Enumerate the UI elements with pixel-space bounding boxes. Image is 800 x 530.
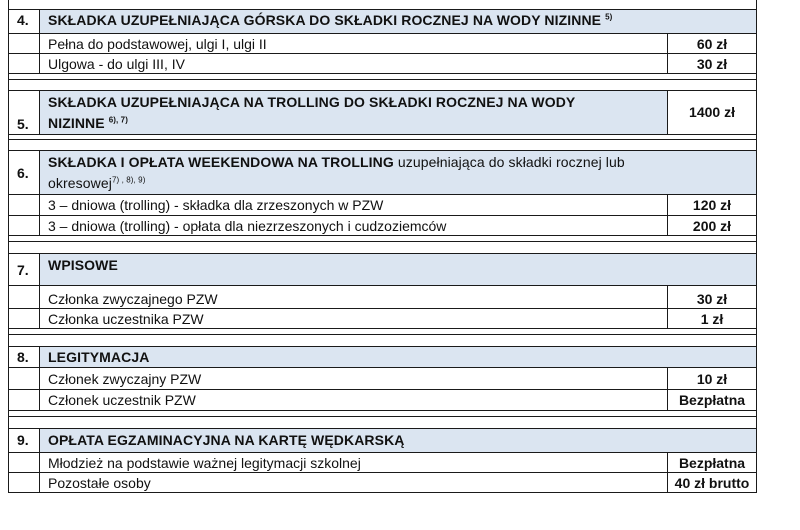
section-9-row-1-price: Bezpłatna <box>678 455 746 471</box>
section-9-title: OPŁATA EGZAMINACYJNA NA KARTĘ WĘDKARSKĄ <box>48 432 405 448</box>
section-8-number: 8. <box>17 349 29 365</box>
section-5-number: 5. <box>17 116 29 132</box>
section-7-number: 7. <box>17 262 29 278</box>
section-7-header-bg <box>39 253 756 285</box>
section-9-number: 9. <box>17 432 29 448</box>
section-6-title-line1: SKŁADKA I OPŁATA WEEKENDOWA NA TROLLING uzupełniająca do składki rocznej lub <box>48 154 625 170</box>
section-7-row-1-price: 30 zł <box>696 291 728 307</box>
section-6-title-line2: okresowej$^{7) , 8), 9)}$ <box>48 175 146 191</box>
section-9-row-1-label: Młodzież na podstawie ważnej legitymacji szkolnej <box>48 455 361 471</box>
section-8-row-1-label: Członek zwyczajny PZW <box>48 371 202 387</box>
section-8-row-2-price: Bezpłatna <box>678 392 746 408</box>
section-6-row-2-label: 3 – dniowa (trolling) - opłata dla niezrzeszonych i cudzoziemców <box>48 218 447 234</box>
section-4-number: 4. <box>17 12 29 28</box>
section-8-title: LEGITYMACJA <box>48 349 150 365</box>
section-5-title-line2: NIZINNE $^{6), 7)}$ <box>48 115 128 131</box>
section-8-row-1-price: 10 zł <box>696 371 728 387</box>
section-9-row-2-label: Pozostałe osoby <box>48 475 151 491</box>
section-5-title-line1: SKŁADKA UZUPEŁNIAJĄCA NA TROLLING DO SKŁADKI ROCZNEJ NA WODY <box>48 94 576 110</box>
section-8-row-2-label: Członek uczestnik PZW <box>48 392 196 408</box>
section-7-row-2-price: 1 zł <box>700 311 724 327</box>
section-7-title: WPISOWE <box>48 257 118 273</box>
section-7-row-2-label: Członka uczestnika PZW <box>48 311 204 327</box>
section-6-row-2-price: 200 zł <box>692 218 732 234</box>
section-4-row-1-label: Pełna do podstawowej, ulgi I, ulgi II <box>48 36 267 52</box>
section-5-price: 1400 zł <box>689 104 735 120</box>
section-4-row-2-label: Ulgowa - do ulgi III, IV <box>48 56 185 72</box>
section-9-row-2-price: 40 zł brutto <box>674 475 750 491</box>
section-4-row-1-price: 60 zł <box>696 36 728 52</box>
section-6-row-1-price: 120 zł <box>692 197 732 213</box>
section-7-row-1-label: Członka zwyczajnego PZW <box>48 291 218 307</box>
section-4-row-2-price: 30 zł <box>696 56 728 72</box>
section-4-title: SKŁADKA UZUPEŁNIAJĄCA GÓRSKA DO SKŁADKI ROCZNEJ NA WODY NIZINNE $^{5)}$ <box>48 12 613 28</box>
section-6-number: 6. <box>17 165 29 181</box>
section-6-row-1-label: 3 – dniowa (trolling) - składka dla zrzeszonych w PZW <box>48 197 384 213</box>
